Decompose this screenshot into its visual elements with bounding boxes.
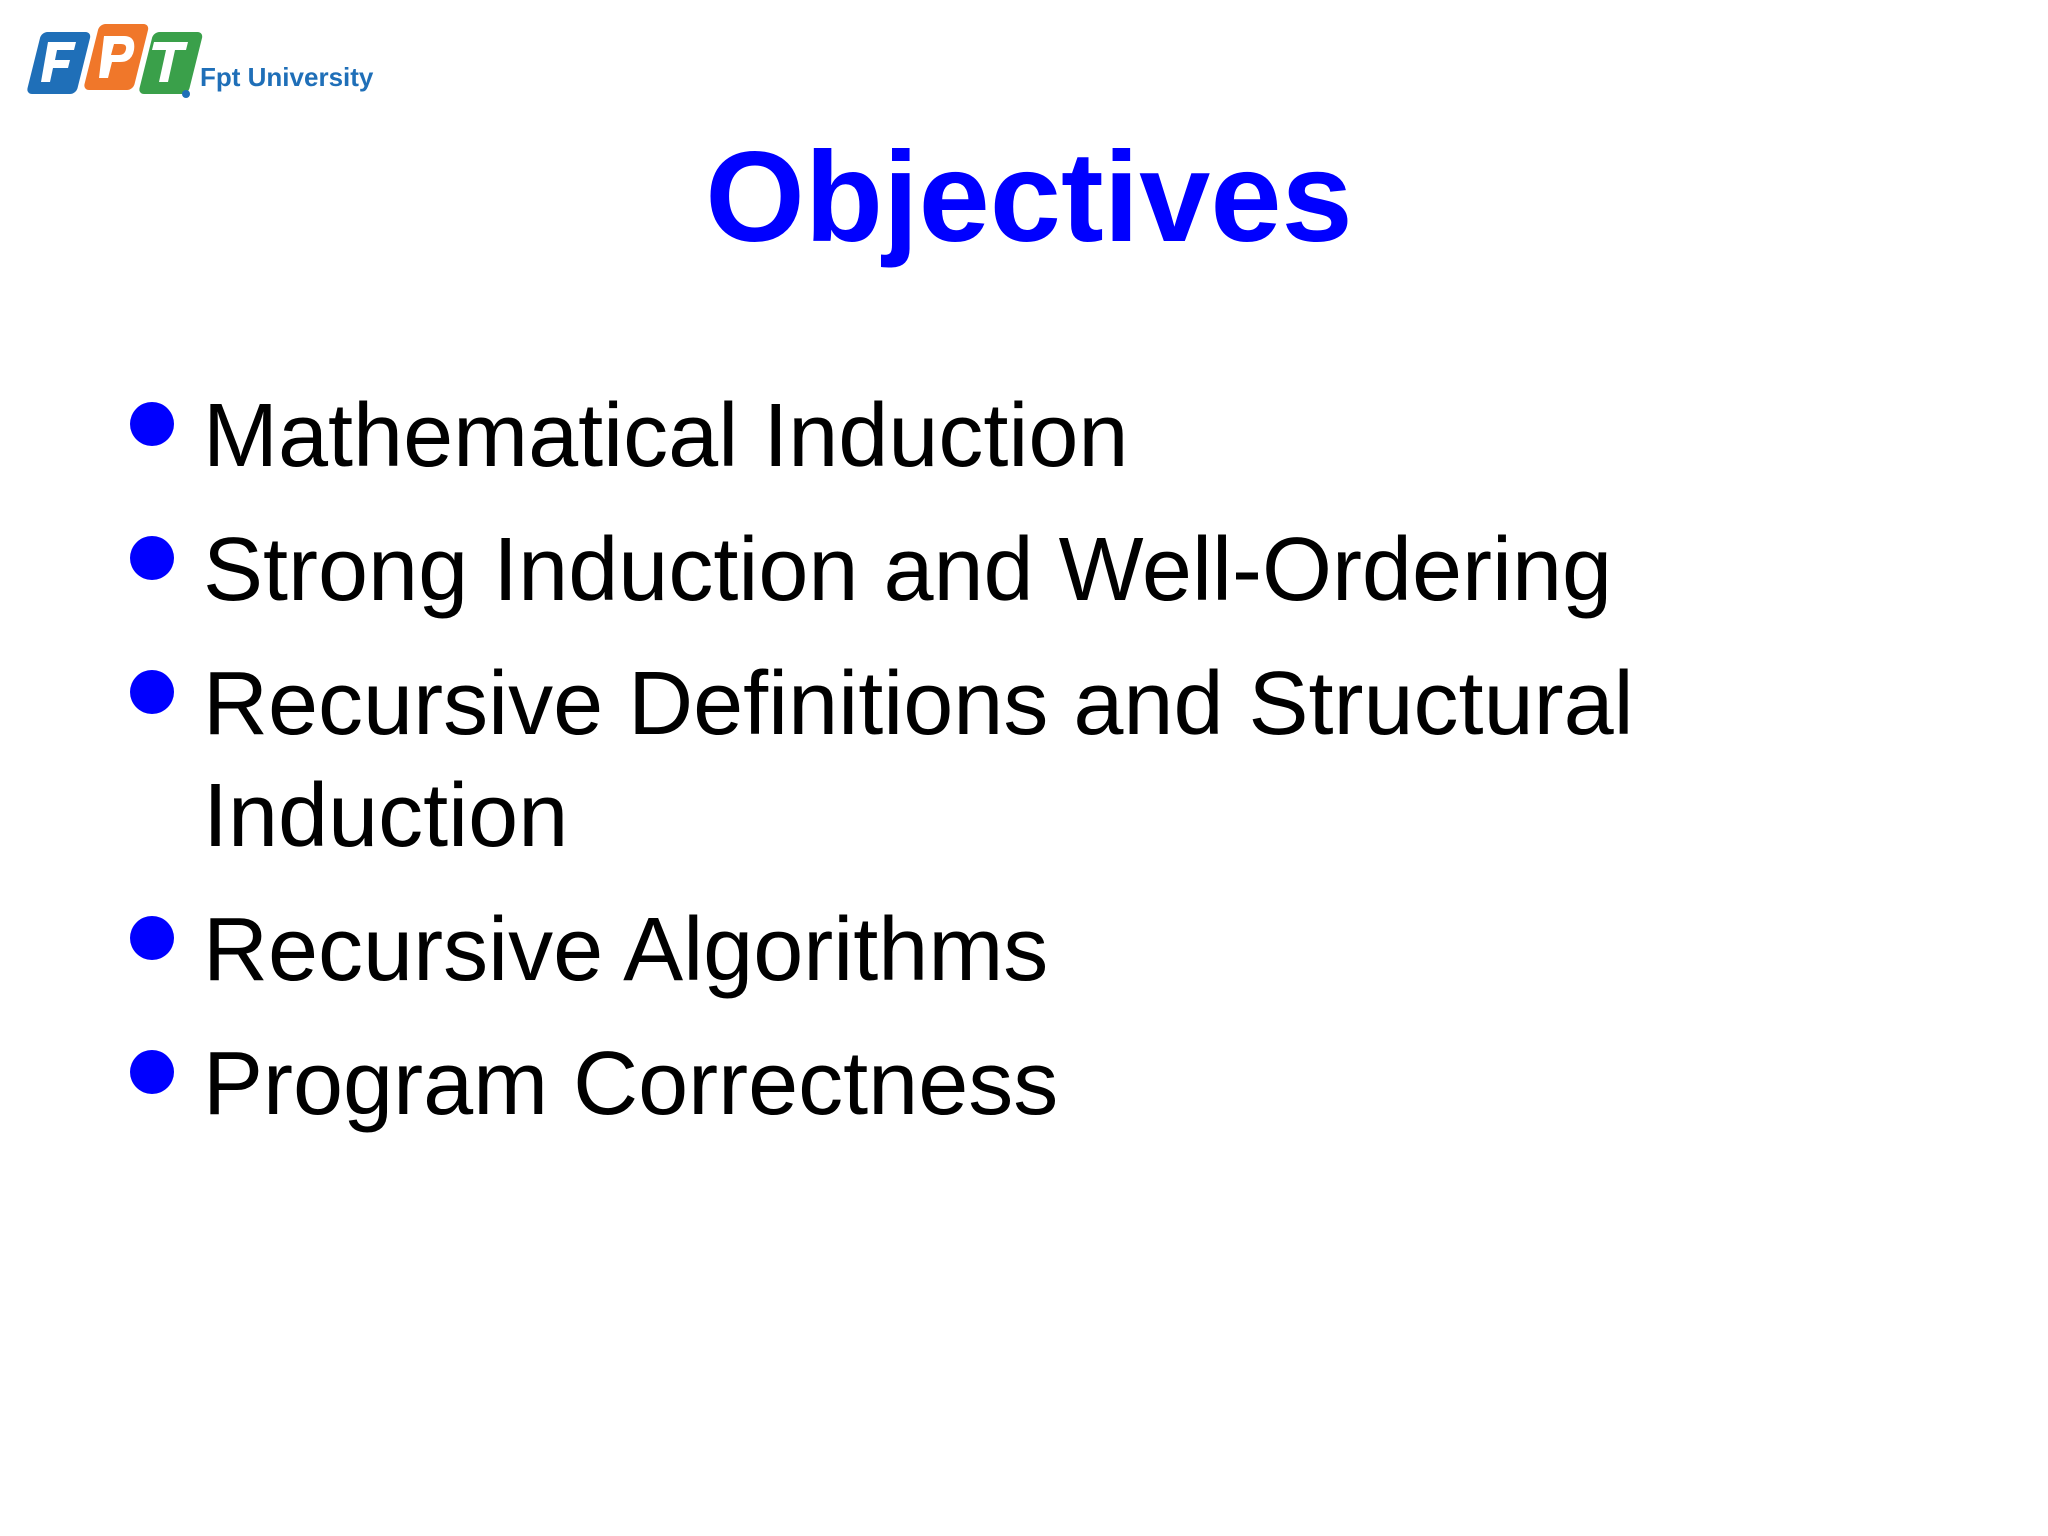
list-item: [130, 648, 1930, 872]
fpt-university-logo: [24, 14, 374, 108]
bullet-icon: [130, 916, 174, 960]
list-item: [130, 894, 1930, 1006]
list-item: [130, 380, 1930, 492]
bullet-icon: [130, 536, 174, 580]
fpt-logo-icon: [24, 14, 374, 108]
slide-title: Objectives: [705, 126, 1353, 269]
list-item-text: Mathematical Induction: [203, 386, 1129, 486]
objectives-list: [130, 380, 1930, 1162]
list-item: [130, 514, 1930, 626]
list-item-text: Recursive Algorithms: [203, 900, 1049, 1000]
bullet-icon: [130, 402, 174, 446]
logo-tagline: Fpt University: [200, 62, 374, 92]
list-item-text: Strong Induction and Well-Ordering: [203, 520, 1613, 620]
list-item-text: Recursive Definitions and Structural Induction: [203, 654, 1634, 866]
bullet-icon: [130, 1050, 174, 1094]
list-item: [130, 1028, 1930, 1140]
list-item-text: Program Correctness: [203, 1034, 1059, 1134]
bullet-icon: [130, 670, 174, 714]
